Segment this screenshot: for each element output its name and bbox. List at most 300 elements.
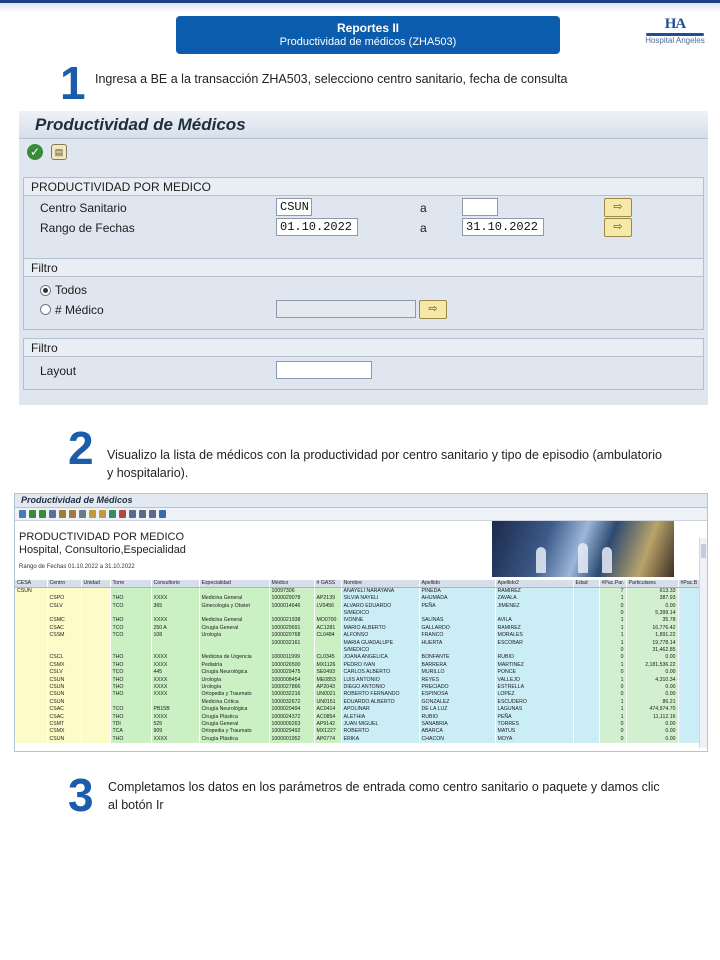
- fecha-hasta-field[interactable]: 31.10.2022: [462, 218, 544, 236]
- table-cell: [678, 676, 699, 683]
- table-cell: [573, 639, 599, 646]
- table-cell: 1: [599, 661, 626, 668]
- logo-name: Hospital Angeles: [645, 36, 705, 45]
- fechas-to-label: a: [420, 221, 427, 235]
- table-cell: [678, 624, 699, 631]
- vertical-scrollbar[interactable]: [699, 538, 707, 748]
- multiple-selection-button[interactable]: ⇨: [604, 198, 632, 217]
- table-cell: [678, 683, 699, 690]
- table-cell: Medicina General: [199, 595, 269, 602]
- table-cell: Cirugía General: [199, 720, 269, 727]
- table-cell: 1000024372: [269, 713, 314, 720]
- table-cell: 1000032216: [269, 691, 314, 698]
- table-cell: [15, 676, 47, 683]
- column-header[interactable]: Especialidad: [199, 580, 269, 587]
- table-cell: THO: [110, 713, 151, 720]
- column-header[interactable]: Consultorio: [151, 580, 199, 587]
- table-cell: 1000011999: [269, 654, 314, 661]
- table-row[interactable]: [15, 595, 699, 602]
- table-cell: EDUARDO ALBERTO: [341, 698, 419, 705]
- table-cell: AC0414: [314, 706, 341, 713]
- table-cell: 1000026500: [269, 661, 314, 668]
- column-header[interactable]: Centro: [47, 580, 81, 587]
- table-cell: SE0493: [314, 669, 341, 676]
- report-subtitle: Hospital, Consultorio,Especialidad: [19, 544, 186, 556]
- table-cell: [151, 587, 199, 594]
- table-row[interactable]: [15, 720, 699, 727]
- table-cell: 525: [151, 720, 199, 727]
- todos-radio[interactable]: [40, 285, 51, 296]
- table-cell: [678, 639, 699, 646]
- table-cell: [573, 683, 599, 690]
- column-header[interactable]: Unidad: [81, 580, 110, 587]
- table-cell: 86.21: [626, 698, 678, 705]
- table-cell: CSSM: [47, 632, 81, 639]
- table-cell: 16,776.42: [626, 624, 678, 631]
- table-row[interactable]: [15, 669, 699, 676]
- medico-radio[interactable]: [40, 304, 51, 315]
- table-row[interactable]: [15, 632, 699, 639]
- table-cell: XXXX: [151, 683, 199, 690]
- table-cell: CL0484: [314, 632, 341, 639]
- table-cell: ANAYELI NARAYANA: [341, 587, 419, 594]
- table-cell: 1: [599, 632, 626, 639]
- table-cell: CL0345: [314, 654, 341, 661]
- table-cell: 1: [599, 698, 626, 705]
- table-cell: AVILA: [495, 617, 573, 624]
- table-cell: [81, 647, 110, 654]
- multiple-selection-button-fechas[interactable]: ⇨: [604, 218, 632, 237]
- table-cell: JOANA ANGELICA: [341, 654, 419, 661]
- banner-title: Reportes II: [336, 21, 399, 35]
- table-cell: AP9142: [314, 720, 341, 727]
- table-cell: 909: [151, 728, 199, 735]
- table-cell: [573, 587, 599, 594]
- table-cell: [15, 728, 47, 735]
- table-cell: [573, 610, 599, 617]
- table-cell: [573, 698, 599, 705]
- table-cell: THO: [110, 595, 151, 602]
- column-header[interactable]: Médico: [269, 580, 314, 587]
- table-cell: 613.33: [626, 587, 678, 594]
- table-cell: 5,399.14: [626, 610, 678, 617]
- table-cell: REYES: [419, 676, 495, 683]
- table-cell: AP2139: [314, 595, 341, 602]
- table-cell: 250 A: [151, 624, 199, 631]
- table-cell: 2,181,536.22: [626, 661, 678, 668]
- centro-sanitario-from-field[interactable]: CSUN: [276, 198, 312, 216]
- table-cell: MOYA: [495, 735, 573, 742]
- table-cell: PRECIADO: [419, 683, 495, 690]
- table-cell: [678, 691, 699, 698]
- table-cell: [573, 706, 599, 713]
- table-cell: CSUN: [47, 698, 81, 705]
- table-cell: [573, 647, 599, 654]
- table-cell: [81, 720, 110, 727]
- table-cell: [678, 713, 699, 720]
- table-cell: [81, 735, 110, 742]
- group-productividad: [23, 177, 704, 259]
- table-cell: THO: [110, 683, 151, 690]
- table-cell: 10097306: [269, 587, 314, 594]
- table-cell: Ortopedia y Traumato: [199, 691, 269, 698]
- table-row[interactable]: [15, 661, 699, 668]
- multiple-selection-button-medico[interactable]: ⇨: [419, 300, 447, 319]
- table-row[interactable]: [15, 654, 699, 661]
- word-icon[interactable]: [119, 510, 126, 518]
- table-cell: XXXX: [151, 654, 199, 661]
- column-header[interactable]: Edad: [573, 580, 599, 587]
- table-cell: 0.00: [626, 602, 678, 609]
- table-cell: UN0151: [314, 698, 341, 705]
- table-cell: [81, 706, 110, 713]
- table-cell: [419, 610, 495, 617]
- table-cell: VALLEJO: [495, 676, 573, 683]
- table-cell: CSAC: [47, 624, 81, 631]
- table-cell: CSUN: [15, 587, 47, 594]
- table-cell: TCO: [110, 706, 151, 713]
- step-number-1: 1: [60, 57, 86, 109]
- table-cell: 0.00: [626, 691, 678, 698]
- table-cell: ESPINOSA: [419, 691, 495, 698]
- table-cell: [573, 661, 599, 668]
- photo-figure: [578, 543, 588, 573]
- group-layout: [23, 338, 704, 390]
- table-row[interactable]: [15, 713, 699, 720]
- table-cell: CHACON: [419, 735, 495, 742]
- table-cell: MARIA GUADALUPE: [341, 639, 419, 646]
- table-cell: ROBERTO FERNANDO: [341, 691, 419, 698]
- table-cell: 1000032161: [269, 639, 314, 646]
- table-cell: TCO: [110, 669, 151, 676]
- table-cell: CSLV: [47, 602, 81, 609]
- table-cell: FRANCO: [419, 632, 495, 639]
- table-cell: [15, 661, 47, 668]
- table-cell: 1000027866: [269, 683, 314, 690]
- layout-field[interactable]: [276, 361, 372, 379]
- table-cell: THO: [110, 735, 151, 742]
- table-cell: 1000029078: [269, 595, 314, 602]
- table-cell: ESTRELLA: [495, 683, 573, 690]
- info-icon[interactable]: [159, 510, 166, 518]
- sum-icon[interactable]: [59, 510, 66, 518]
- save-layout-icon[interactable]: [149, 510, 156, 518]
- fecha-desde-field[interactable]: 01.10.2022: [276, 218, 358, 236]
- table-cell: MURILLO: [419, 669, 495, 676]
- table-cell: [110, 698, 151, 705]
- table-cell: THO: [110, 661, 151, 668]
- logo-mark: HA: [664, 16, 686, 32]
- table-cell: [573, 691, 599, 698]
- top-decorative-line: [0, 0, 720, 12]
- table-cell: 1000029492: [269, 728, 314, 735]
- table-cell: CSUN: [47, 683, 81, 690]
- table-cell: GONZALEZ: [419, 698, 495, 705]
- table-cell: [81, 683, 110, 690]
- table-cell: S/MÉDICO: [341, 647, 419, 654]
- table-cell: RUBIO: [495, 654, 573, 661]
- table-row[interactable]: [15, 587, 699, 594]
- table-cell: RAMIREZ: [495, 624, 573, 631]
- table-cell: [573, 676, 599, 683]
- table-cell: BONFANTE: [419, 654, 495, 661]
- table-cell: ALFONSO: [341, 632, 419, 639]
- centro-sanitario-label: Centro Sanitario: [40, 201, 127, 215]
- table-cell: [573, 595, 599, 602]
- table-cell: [15, 654, 47, 661]
- table-cell: HUERTA: [419, 639, 495, 646]
- table-cell: ERIKA: [341, 735, 419, 742]
- table-row[interactable]: [15, 602, 699, 609]
- table-row[interactable]: [15, 624, 699, 631]
- table-cell: [15, 647, 47, 654]
- column-header[interactable]: Torre: [110, 580, 151, 587]
- group-header: Filtro: [24, 259, 703, 277]
- table-cell: [573, 713, 599, 720]
- alv-body: [15, 587, 699, 742]
- table-cell: 0.00: [626, 683, 678, 690]
- table-cell: Cirugía Plástica: [199, 713, 269, 720]
- table-cell: 0: [599, 683, 626, 690]
- table-cell: 0.00: [626, 735, 678, 742]
- execute-icon[interactable]: ✓: [27, 144, 43, 160]
- table-cell: ME0853: [314, 676, 341, 683]
- table-cell: [15, 602, 47, 609]
- table-cell: AHUMADA: [419, 595, 495, 602]
- table-cell: TCO: [110, 632, 151, 639]
- report-titlebar: Productividad de Médicos: [15, 494, 707, 508]
- table-cell: MO0700: [314, 617, 341, 624]
- table-cell: ALETHIA: [341, 713, 419, 720]
- table-cell: ALVARO EDUARDO: [341, 602, 419, 609]
- table-cell: 7: [599, 587, 626, 594]
- alv-toolbar: [15, 508, 707, 521]
- table-cell: 0: [599, 720, 626, 727]
- table-cell: AC1281: [314, 624, 341, 631]
- screen-titlebar: [19, 111, 708, 139]
- hospital-logo: [640, 16, 710, 50]
- table-cell: [495, 647, 573, 654]
- table-cell: [678, 654, 699, 661]
- table-cell: Pediatría: [199, 661, 269, 668]
- table-cell: [47, 610, 81, 617]
- table-cell: CSPO: [47, 595, 81, 602]
- table-cell: ABARCA: [419, 728, 495, 735]
- table-cell: AP0774: [314, 735, 341, 742]
- screen-toolbar: [19, 139, 708, 165]
- table-cell: [151, 610, 199, 617]
- column-header[interactable]: Particulares: [626, 580, 678, 587]
- header-photo: [492, 521, 674, 577]
- table-cell: [47, 587, 81, 594]
- table-row[interactable]: [15, 647, 699, 654]
- table-cell: PEÑA: [495, 713, 573, 720]
- column-header[interactable]: # GASS: [314, 580, 341, 587]
- table-cell: AP2043: [314, 683, 341, 690]
- table-cell: [15, 713, 47, 720]
- table-cell: ESCUDERO: [495, 698, 573, 705]
- table-cell: [314, 610, 341, 617]
- sort-desc-icon[interactable]: [39, 510, 46, 518]
- table-cell: 0: [599, 728, 626, 735]
- table-cell: [269, 647, 314, 654]
- todos-label: Todos: [55, 283, 88, 297]
- banner-subtitle: Productividad de médicos (ZHA503): [279, 36, 457, 48]
- table-cell: GALLARDO: [419, 624, 495, 631]
- table-cell: Ortopedia y Traumato: [199, 728, 269, 735]
- report-date-range: Rango de Fechas 01.10.2022 a 31.10.2022: [19, 564, 135, 570]
- table-cell: CARLOS ALBERTO: [341, 669, 419, 676]
- column-header[interactable]: #Pac.Par.: [599, 580, 626, 587]
- table-cell: [151, 639, 199, 646]
- rango-fechas-label: Rango de Fechas: [40, 221, 135, 235]
- table-cell: [81, 669, 110, 676]
- table-cell: [110, 647, 151, 654]
- table-cell: [678, 728, 699, 735]
- table-cell: UN0021: [314, 691, 341, 698]
- table-cell: 1000001952: [269, 735, 314, 742]
- table-cell: 1: [599, 617, 626, 624]
- table-cell: [678, 617, 699, 624]
- table-cell: THO: [110, 676, 151, 683]
- table-row[interactable]: [15, 706, 699, 713]
- table-cell: DIEGO ANTONIO: [341, 683, 419, 690]
- group-header: PRODUCTIVIDAD POR MEDICO: [24, 178, 703, 196]
- table-cell: Cirugía Plástica: [199, 735, 269, 742]
- table-cell: Cirugía Neurológica: [199, 706, 269, 713]
- table-cell: XXXX: [151, 713, 199, 720]
- table-cell: [573, 617, 599, 624]
- step-number-2: 2: [68, 422, 94, 474]
- table-cell: RUBIO: [419, 713, 495, 720]
- scrollbar-thumb[interactable]: [701, 544, 706, 558]
- table-cell: [15, 595, 47, 602]
- table-cell: [81, 617, 110, 624]
- medico-field[interactable]: [276, 300, 416, 318]
- table-row[interactable]: [15, 683, 699, 690]
- table-cell: [419, 647, 495, 654]
- table-cell: [678, 610, 699, 617]
- table-cell: XXXX: [151, 595, 199, 602]
- table-cell: Ginecología y Obstet: [199, 602, 269, 609]
- table-row[interactable]: [15, 676, 699, 683]
- table-row[interactable]: [15, 728, 699, 735]
- table-row[interactable]: [15, 691, 699, 698]
- column-header[interactable]: CESA: [15, 580, 47, 587]
- table-cell: 1000029691: [269, 624, 314, 631]
- table-cell: PEDRO IVAN: [341, 661, 419, 668]
- column-header[interactable]: Nombre: [341, 580, 419, 587]
- table-cell: 108: [151, 632, 199, 639]
- table-cell: [199, 610, 269, 617]
- table-cell: [15, 691, 47, 698]
- table-cell: TCO: [110, 624, 151, 631]
- table-cell: [47, 639, 81, 646]
- details-icon[interactable]: [19, 510, 26, 518]
- table-cell: 0: [599, 610, 626, 617]
- column-header[interactable]: Apellido2: [495, 580, 573, 587]
- table-cell: 0.00: [626, 720, 678, 727]
- table-cell: LV0456: [314, 602, 341, 609]
- table-cell: [199, 647, 269, 654]
- table-cell: [495, 610, 573, 617]
- table-cell: Medicina de Urgencia: [199, 654, 269, 661]
- table-cell: PONCE: [495, 669, 573, 676]
- table-cell: THO: [110, 617, 151, 624]
- table-cell: 19,778.14: [626, 639, 678, 646]
- table-cell: [573, 735, 599, 742]
- alv-grid: [15, 580, 700, 743]
- table-cell: [110, 610, 151, 617]
- table-cell: SALINAS: [419, 617, 495, 624]
- table-row[interactable]: [15, 617, 699, 624]
- group-filtro: [23, 258, 704, 330]
- table-cell: [678, 669, 699, 676]
- table-cell: MX1227: [314, 728, 341, 735]
- table-row[interactable]: [15, 610, 699, 617]
- centro-sanitario-to-field[interactable]: [462, 198, 498, 216]
- table-cell: CSAC: [47, 706, 81, 713]
- table-cell: PINEDA: [419, 587, 495, 594]
- table-cell: 387.93: [626, 595, 678, 602]
- table-cell: CSLV: [47, 669, 81, 676]
- table-cell: 1000014646: [269, 602, 314, 609]
- table-cell: [573, 720, 599, 727]
- column-header[interactable]: #Pac.B: [678, 580, 699, 587]
- table-cell: [81, 639, 110, 646]
- table-cell: MATUS: [495, 728, 573, 735]
- table-cell: LAGUNAS: [495, 706, 573, 713]
- table-cell: DE LA LUZ: [419, 706, 495, 713]
- table-cell: [573, 632, 599, 639]
- screen-title: Productividad de Médicos: [35, 115, 246, 134]
- table-cell: 0.00: [626, 728, 678, 735]
- print-icon[interactable]: [79, 510, 86, 518]
- table-cell: [314, 647, 341, 654]
- table-cell: 474,974.70: [626, 706, 678, 713]
- subtotal-icon[interactable]: [69, 510, 76, 518]
- export-icon[interactable]: [89, 510, 96, 518]
- layout-icon[interactable]: [129, 510, 136, 518]
- table-cell: 1000008454: [269, 676, 314, 683]
- table-row[interactable]: [15, 698, 699, 705]
- choose-layout-icon[interactable]: [139, 510, 146, 518]
- table-cell: [81, 728, 110, 735]
- table-cell: CSUN: [47, 676, 81, 683]
- table-row[interactable]: [15, 735, 699, 742]
- mail-icon[interactable]: [99, 510, 106, 518]
- table-row[interactable]: [15, 639, 699, 646]
- table-cell: [81, 610, 110, 617]
- table-cell: CSAC: [47, 713, 81, 720]
- table-cell: 0: [599, 691, 626, 698]
- table-cell: [81, 632, 110, 639]
- spreadsheet-icon[interactable]: [109, 510, 116, 518]
- table-cell: CSCL: [47, 654, 81, 661]
- filter-icon[interactable]: [49, 510, 56, 518]
- table-cell: [573, 654, 599, 661]
- table-cell: SILVIA NAYELI: [341, 595, 419, 602]
- table-cell: Urología: [199, 676, 269, 683]
- column-header[interactable]: Apellido: [419, 580, 495, 587]
- table-cell: 0: [599, 647, 626, 654]
- table-cell: 0.00: [626, 654, 678, 661]
- table-cell: Medicina Crítica: [199, 698, 269, 705]
- table-cell: CSUN: [47, 691, 81, 698]
- table-cell: [81, 595, 110, 602]
- variant-icon[interactable]: ▤: [51, 144, 67, 160]
- sort-asc-icon[interactable]: [29, 510, 36, 518]
